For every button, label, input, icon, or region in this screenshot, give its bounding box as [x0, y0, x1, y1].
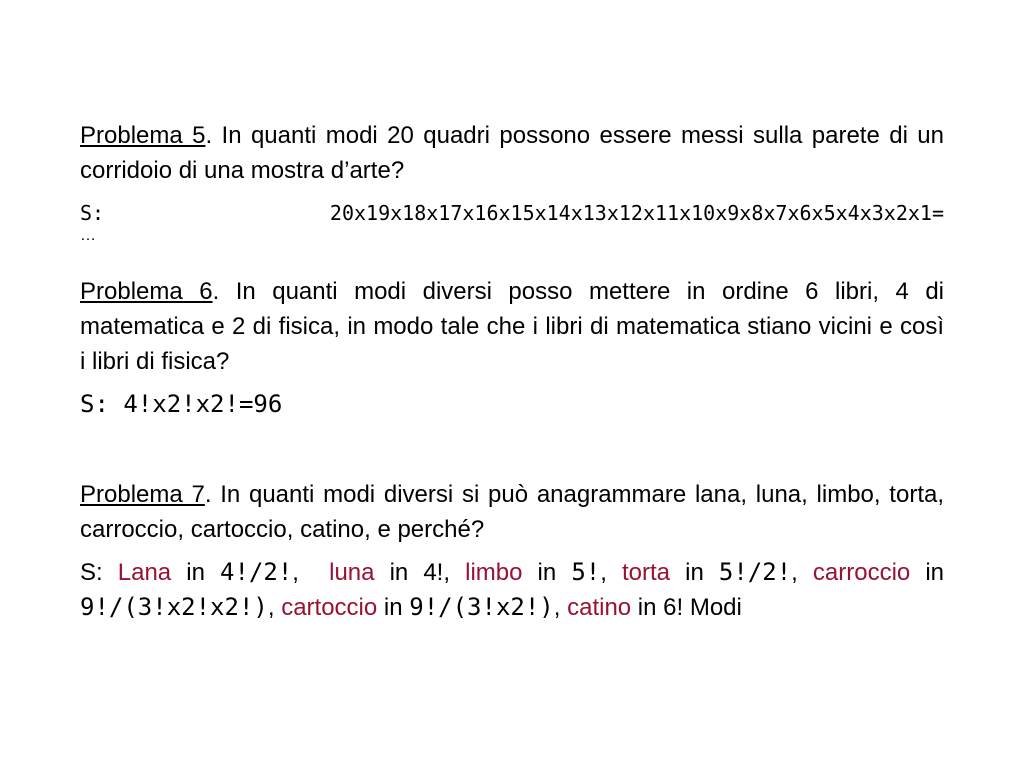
anagram-word-torta: torta	[622, 559, 671, 586]
solution-text: in 4!,	[374, 559, 466, 586]
problem-5-solution-value: 20x19x18x17x16x15x14x13x12x11x10x9x8x7x6x5x4x3x2x1=	[329, 201, 944, 225]
problem-7-heading: Problema 7	[80, 481, 205, 508]
anagram-word-luna: luna	[329, 559, 375, 586]
solution-text: in	[670, 559, 719, 586]
formula-carroccio: 9!/(3!x2!x2!)	[80, 593, 268, 621]
problem-6-text	[80, 274, 944, 379]
problem-7-text	[80, 477, 944, 547]
problem-7-question: . In quanti modi diversi si può anagrammare lana, luna, limbo, torta, carroccio, cartoccio, catino, e perché?	[80, 481, 944, 543]
formula-limbo: 5!	[571, 558, 601, 586]
slide-content	[80, 118, 944, 625]
solution-text: in 6! Modi	[631, 594, 742, 621]
solution-text: in	[377, 594, 410, 621]
solution-separator: ,	[267, 594, 282, 621]
problem-5-solution-prefix: S:	[80, 201, 105, 225]
anagram-word-limbo: limbo	[465, 559, 523, 586]
solution-text: in	[910, 559, 945, 586]
problem-6-heading: Problema 6	[80, 278, 213, 305]
solution-text: in	[522, 559, 572, 586]
formula-torta: 5!/2!	[718, 558, 792, 586]
problem-7-solution	[80, 555, 944, 625]
problem-7-solution-prefix: S:	[80, 559, 118, 586]
solution-separator: ,	[292, 559, 330, 586]
problem-5-text	[80, 118, 944, 188]
anagram-word-lana: Lana	[117, 559, 172, 586]
problem-6-solution: S: 4!x2!x2!=96	[80, 390, 283, 418]
problem-5-solution	[80, 198, 944, 228]
problem-5-solution-continuation: …	[80, 227, 96, 244]
problem-6-question: . In quanti modi diversi posso mettere in ordine 6 libri, 4 di matematica e 2 di fisica, in modo tale che i libri di matematica stiano vicini e così i libri di fisica?	[80, 278, 945, 375]
problem-5-heading: Problema 5	[80, 122, 206, 149]
solution-text: in	[171, 559, 221, 586]
formula-lana: 4!/2!	[220, 558, 293, 586]
formula-cartoccio: 9!/(3!x2!)	[409, 593, 554, 621]
solution-separator: ,	[791, 559, 813, 586]
anagram-word-cartoccio: cartoccio	[281, 594, 378, 621]
solution-separator: ,	[553, 594, 568, 621]
problem-5-question: . In quanti modi 20 quadri possono essere messi sulla parete di un corridoio di una mostra d’arte?	[80, 122, 945, 184]
anagram-word-catino: catino	[567, 594, 632, 621]
solution-separator: ,	[600, 559, 622, 586]
anagram-word-carroccio: carroccio	[812, 559, 911, 586]
